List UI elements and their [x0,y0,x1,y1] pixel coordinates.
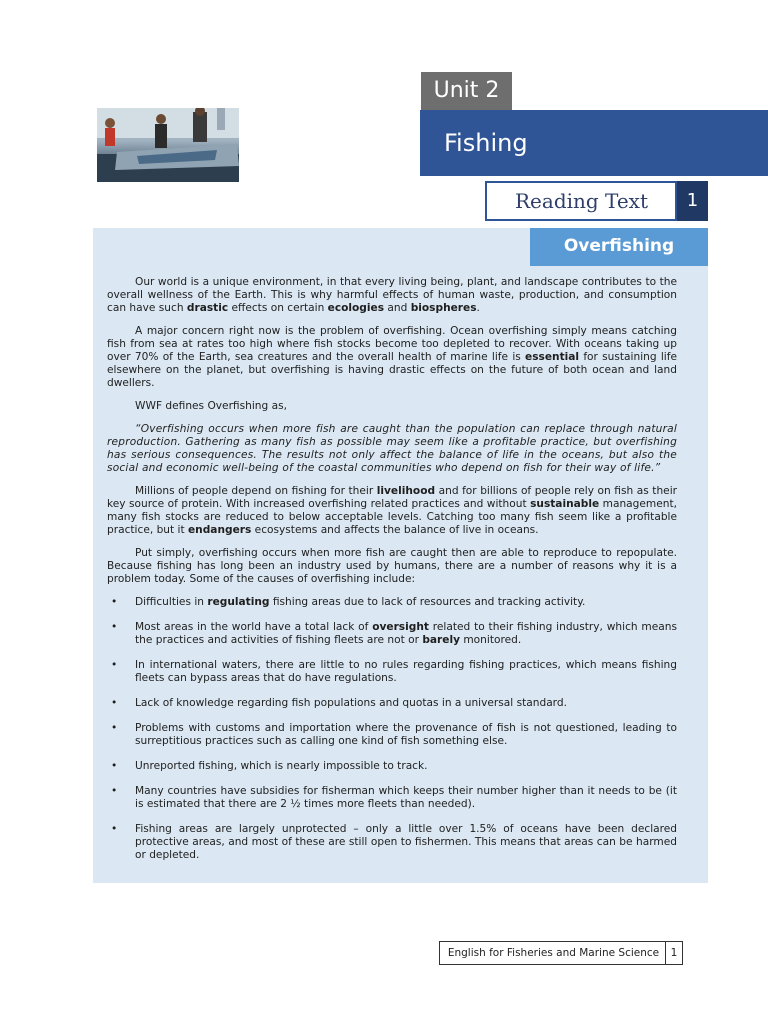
page-number: 1 [665,942,682,964]
paragraph-3: WWF defines Overfishing as, [135,400,287,412]
paragraph-5: Put simply, overfishing occurs when more fish are caught then are able to reproduce to repopulate. Because fishing has long been an industry used by humans, there are a number of reasons why it is a problem today. Some of the causes of overfishing include: [107,547,677,585]
bullet-icon: • [111,823,118,835]
section-title: Overfishing [530,228,708,266]
bullet-icon: • [111,760,118,772]
list-item: • Lack of knowledge regarding fish populations and quotas in a universal standard. [111,697,567,709]
list-item: • In international waters, there are little to no rules regarding fishing practices, which means fishing fleets can bypass areas that do have regulations. [111,659,677,684]
fishermen-photo [97,108,239,182]
reading-content [107,276,677,874]
bullet-icon: • [111,785,118,797]
reading-text-label: Reading Text [485,181,677,221]
list-item: • Most areas in the world have a total lack of oversight related to their fishing industry, which means the practices and activities of fishing fleets are not or barely monitored. [111,621,677,646]
paragraph-2: A major concern right now is the problem of overfishing. Ocean overfishing simply means catching fish from sea at rates too high where fish stocks become too depleted to recover. With oceans taking up over 70% of the Earth, sea creatures and the overall health of marine life is essential for sustaining life elsewhere on the planet, but overfishing is having drastic effects on the future of both ocean and land dwellers. [107,325,677,389]
list-item: • Many countries have subsidies for fisherman which keeps their number higher than it needs to be (it is estimated that there are 2 ½ times more fleets than needed). [111,785,677,810]
bullet-icon: • [111,621,118,633]
list-item: • Fishing areas are largely unprotected – only a little over 1.5% of oceans have been declared protective areas, and most of these are still open to fishermen. This means that areas can be harmed or depleted. [111,823,677,861]
causes-list [107,596,677,862]
bullet-icon: • [111,722,118,734]
paragraph-4: Millions of people depend on fishing for their livelihood and for billions of people rely on fish as their key source of protein. With increased overfishing related practices and without sustainable management, many fish stocks are reduced to below acceptable levels. Catching too many fish seem like a profitable practice, but it endangers ecosystems and affects the balance of live in oceans. [107,485,677,536]
wwf-quote: “Overfishing occurs when more fish are caught than the population can replace through natural reproduction. Gathering as many fish as possible may seem like a profitable practice, but overfishing has serious consequences. The results not only affect the balance of life in the oceans, but also the social and economic well-being of the coastal communities who depend on fish for their way of life.” [107,423,677,474]
page-footer [439,941,683,965]
bullet-icon: • [111,697,118,709]
bullet-icon: • [111,659,118,671]
footer-title: English for Fisheries and Marine Science [447,947,660,959]
unit-label: Unit 2 [421,72,512,110]
bullet-icon: • [111,596,118,608]
list-item: • Unreported fishing, which is nearly impossible to track. [111,760,428,772]
unit-title: Fishing [420,110,768,176]
paragraph-1: Our world is a unique environment, in that every living being, plant, and landscape contributes to the overall wellness of the Earth. This is why harmful effects of human waste, production, and consumption can have such drastic effects on certain ecologies and biospheres. [107,276,677,314]
list-item: • Problems with customs and importation where the provenance of fish is not questioned, leading to surreptitious practices such as calling one kind of fish something else. [111,722,677,747]
reading-text-number: 1 [677,181,708,221]
list-item: • Difficulties in regulating fishing areas due to lack of resources and tracking activity. [111,596,586,608]
